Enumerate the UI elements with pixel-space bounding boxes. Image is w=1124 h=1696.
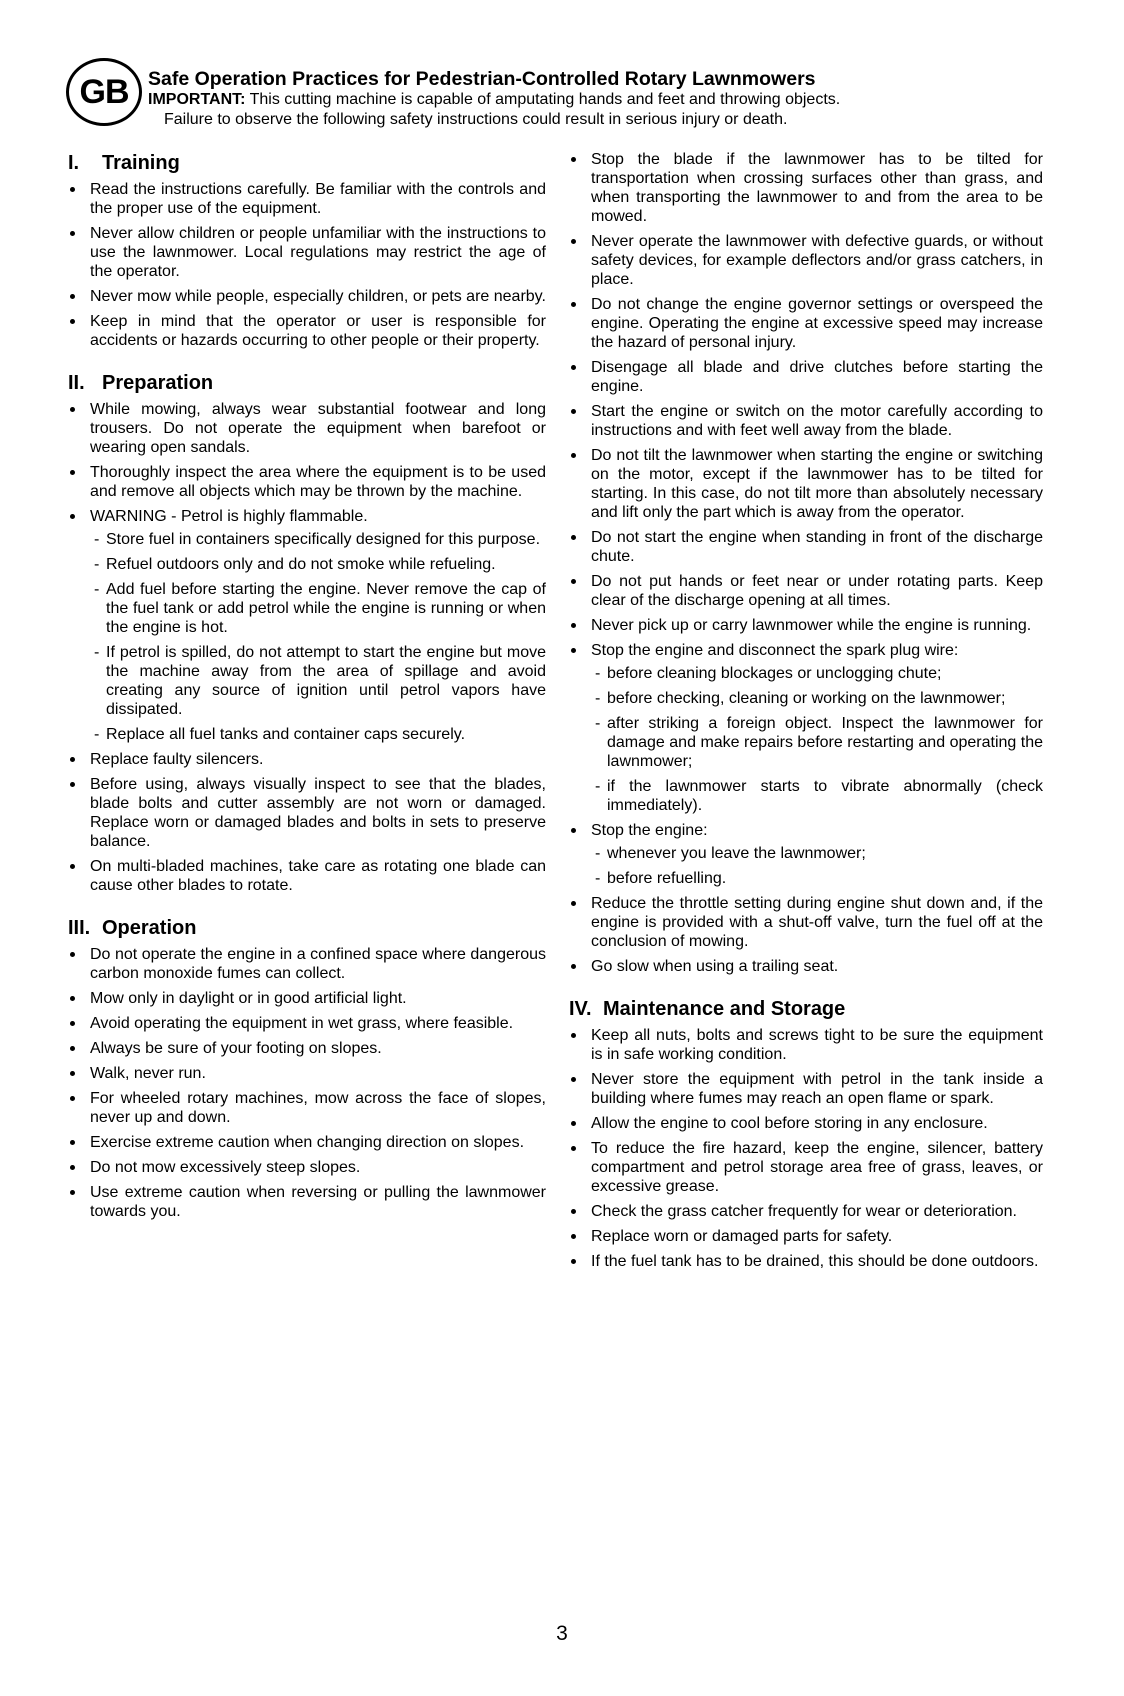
section-number: I. <box>68 152 80 174</box>
list-item: Before using, always visually inspect to see that the blades, blade bolts and cutter assembly are not worn or damaged. Replace worn or damaged blades and bolts in sets to preserve balance. <box>68 775 546 851</box>
list-item: Go slow when using a trailing seat. <box>569 957 1043 976</box>
list-item: Do not start the engine when standing in front of the discharge chute. <box>569 528 1043 566</box>
important-line <box>148 90 1048 110</box>
list-item: Allow the engine to cool before storing in any enclosure. <box>569 1114 1043 1133</box>
list-item <box>569 821 1043 888</box>
list-item: Reduce the throttle setting during engine shut down and, if the engine is provided with a shut-off valve, turn the fuel off at the conclusion of mowing. <box>569 894 1043 951</box>
sub-item: - if the lawnmower starts to vibrate abnormally (check immediately). <box>591 777 1043 815</box>
list-item: Keep all nuts, bolts and screws tight to be sure the equipment is in safe working condition. <box>569 1026 1043 1064</box>
list-item: Avoid operating the equipment in wet grass, where feasible. <box>68 1014 546 1033</box>
list-item: To reduce the fire hazard, keep the engine, silencer, battery compartment and petrol storage area free of grass, leaves, or excessive grease. <box>569 1139 1043 1196</box>
list-item: On multi-bladed machines, take care as rotating one blade can cause other blades to rotate. <box>68 857 546 895</box>
sub-item: - Add fuel before starting the engine. Never remove the cap of the fuel tank or add petrol while the engine is running or when the engine is hot. <box>90 580 546 637</box>
warning-line: Failure to observe the following safety instructions could result in serious injury or death. <box>164 111 788 128</box>
section-heading-training <box>68 150 546 176</box>
list-item: Disengage all blade and drive clutches before starting the engine. <box>569 358 1043 396</box>
sub-item: - after striking a foreign object. Inspect the lawnmower for damage and make repairs before restarting and operating the lawnmower; <box>591 714 1043 771</box>
section-title: Operation <box>102 917 197 939</box>
list-item: Use extreme caution when reversing or pulling the lawnmower towards you. <box>68 1183 546 1221</box>
gb-language-badge: GB <box>66 58 142 126</box>
list-item: Never allow children or people unfamiliar with the instructions to use the lawnmower. Local regulations may restrict the age of the operator. <box>68 224 546 281</box>
section-number: II. <box>68 372 85 394</box>
section-heading-maintenance <box>569 996 1043 1022</box>
section-title: Preparation <box>102 372 214 394</box>
list-item: Replace faulty silencers. <box>68 750 546 769</box>
list-item: Do not mow excessively steep slopes. <box>68 1158 546 1177</box>
list-item: For wheeled rotary machines, mow across the face of slopes, never up and down. <box>68 1089 546 1127</box>
important-label: IMPORTANT: <box>148 91 246 108</box>
list-item: Do not tilt the lawnmower when starting the engine or switching on the motor, except if the lawnmower has to be tilted for starting. In this case, do not tilt more than absolutely necessary and lift only the part which is away from the operator. <box>569 446 1043 522</box>
sub-item: - before refuelling. <box>591 869 1043 888</box>
list-item: Keep in mind that the operator or user is responsible for accidents or hazards occurring to other people or their property. <box>68 312 546 350</box>
section-title: Maintenance and Storage <box>603 998 846 1020</box>
list-item: Do not change the engine governor settings or overspeed the engine. Operating the engine at excessive speed may increase the hazard of personal injury. <box>569 295 1043 352</box>
sub-item: - If petrol is spilled, do not attempt to start the engine but move the machine away from the area of spillage and avoid creating any source of ignition until petrol vapors have dissipated. <box>90 643 546 719</box>
warning-sub-list <box>90 530 546 744</box>
list-item: Exercise extreme caution when changing direction on slopes. <box>68 1133 546 1152</box>
list-item: If the fuel tank has to be drained, this should be done outdoors. <box>569 1252 1043 1271</box>
section-number: III. <box>68 917 91 939</box>
page-title: Safe Operation Practices for Pedestrian-Controlled Rotary Lawnmowers <box>148 68 816 90</box>
list-item: Read the instructions carefully. Be familiar with the controls and the proper use of the equipment. <box>68 180 546 218</box>
header-text <box>148 68 1048 130</box>
sub-item: - before cleaning blockages or unclogging chute; <box>591 664 1043 683</box>
training-list <box>68 180 546 350</box>
list-item: Replace worn or damaged parts for safety. <box>569 1227 1043 1246</box>
operation-list-continued <box>569 150 1043 976</box>
list-item: Never operate the lawnmower with defective guards, or without safety devices, for example deflectors and/or grass catchers, in place. <box>569 232 1043 289</box>
list-item: Never mow while people, especially children, or pets are nearby. <box>68 287 546 306</box>
maintenance-list <box>569 1026 1043 1271</box>
list-item: Always be sure of your footing on slopes. <box>68 1039 546 1058</box>
left-column <box>68 150 546 1227</box>
section-number: IV. <box>569 998 592 1020</box>
warning-text: WARNING - Petrol is highly flammable. <box>90 508 368 525</box>
important-text: This cutting machine is capable of amputating hands and feet and throwing objects. <box>249 91 841 108</box>
list-item: Check the grass catcher frequently for wear or deterioration. <box>569 1202 1043 1221</box>
list-item: While mowing, always wear substantial footwear and long trousers. Do not operate the equipment when barefoot or wearing open sandals. <box>68 400 546 457</box>
list-item <box>68 507 546 744</box>
stop-engine-text: Stop the engine: <box>591 822 708 839</box>
list-item: Do not put hands or feet near or under rotating parts. Keep clear of the discharge opening at all times. <box>569 572 1043 610</box>
page-header <box>60 52 1060 142</box>
spark-plug-text: Stop the engine and disconnect the spark plug wire: <box>591 642 959 659</box>
section-title: Training <box>102 152 180 174</box>
page-number: 3 <box>556 1622 568 1645</box>
sub-item: - whenever you leave the lawnmower; <box>591 844 1043 863</box>
list-item: Stop the blade if the lawnmower has to be tilted for transportation when crossing surfaces other than grass, and when transporting the lawnmower to and from the area to be mowed. <box>569 150 1043 226</box>
section-heading-preparation <box>68 370 546 396</box>
right-column <box>569 150 1043 1277</box>
list-item: Thoroughly inspect the area where the equipment is to be used and remove all objects which may be thrown by the machine. <box>68 463 546 501</box>
section-heading-operation <box>68 915 546 941</box>
stop-engine-sub-list <box>591 844 1043 888</box>
list-item: Never store the equipment with petrol in the tank inside a building where fumes may reach an open flame or spark. <box>569 1070 1043 1108</box>
list-item: Mow only in daylight or in good artificial light. <box>68 989 546 1008</box>
list-item: Walk, never run. <box>68 1064 546 1083</box>
spark-plug-sub-list <box>591 664 1043 815</box>
sub-item: - Replace all fuel tanks and container caps securely. <box>90 725 546 744</box>
list-item: Start the engine or switch on the motor carefully according to instructions and with feet well away from the blade. <box>569 402 1043 440</box>
preparation-list <box>68 400 546 895</box>
list-item <box>569 641 1043 815</box>
sub-item: - Store fuel in containers specifically designed for this purpose. <box>90 530 546 549</box>
operation-list <box>68 945 546 1221</box>
sub-item: - Refuel outdoors only and do not smoke while refueling. <box>90 555 546 574</box>
list-item: Do not operate the engine in a confined space where dangerous carbon monoxide fumes can collect. <box>68 945 546 983</box>
list-item: Never pick up or carry lawnmower while the engine is running. <box>569 616 1043 635</box>
sub-item: - before checking, cleaning or working on the lawnmower; <box>591 689 1043 708</box>
